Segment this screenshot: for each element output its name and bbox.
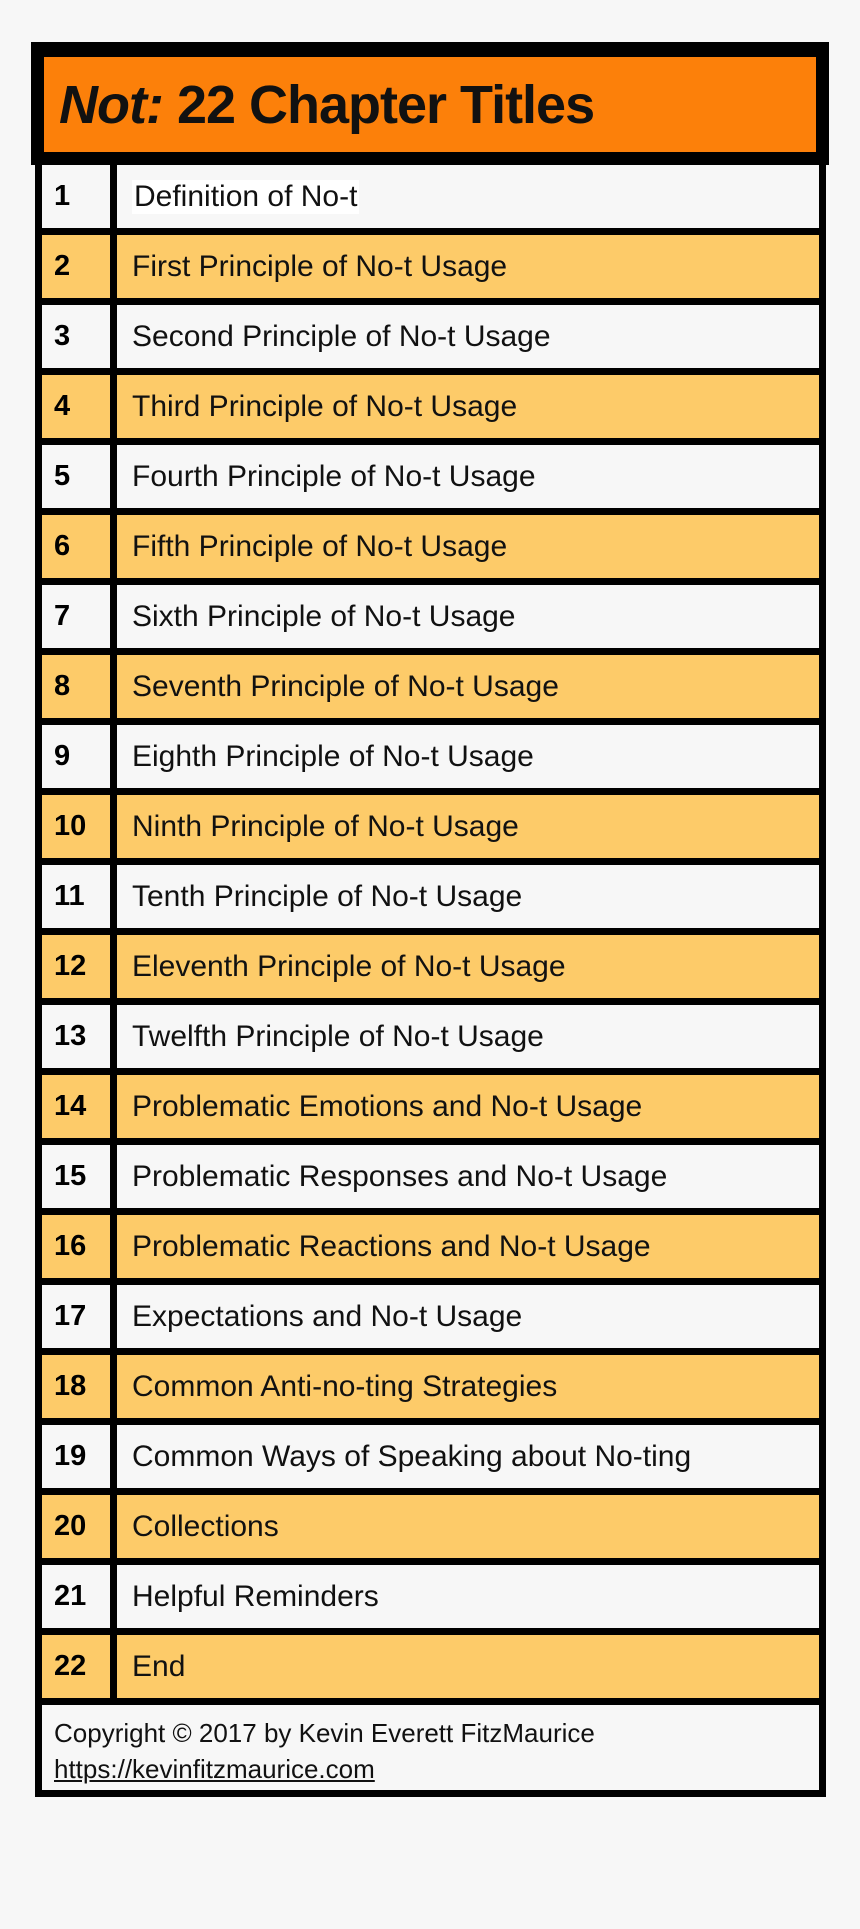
chapter-number: 17 [42, 1285, 110, 1348]
chapter-number: 3 [42, 305, 110, 368]
chapter-title: Collections [132, 1509, 279, 1543]
chapter-title-cell [117, 585, 819, 648]
chapter-number: 20 [42, 1495, 110, 1558]
chapter-number: 21 [42, 1565, 110, 1628]
chapter-title-cell [117, 515, 819, 578]
chapter-number: 6 [42, 515, 110, 578]
chapter-row [42, 1145, 819, 1208]
chapter-title: Common Anti-no-ting Strategies [132, 1369, 558, 1403]
chapter-title: First Principle of No-t Usage [132, 249, 508, 283]
chapter-number: 19 [42, 1425, 110, 1488]
chapter-row [42, 235, 819, 298]
chapter-title: End [132, 1649, 186, 1683]
chapter-title: Eighth Principle of No-t Usage [132, 739, 534, 773]
chapter-row [42, 1215, 819, 1278]
chapter-title: Sixth Principle of No-t Usage [132, 599, 516, 633]
chapter-title-cell [117, 655, 819, 718]
chapter-number: 11 [42, 865, 110, 928]
chapter-number: 1 [42, 165, 110, 228]
chapter-number: 12 [42, 935, 110, 998]
chapter-title: Problematic Reactions and No-t Usage [132, 1229, 651, 1263]
chapter-title-cell [117, 1215, 819, 1278]
chapter-title: Third Principle of No-t Usage [132, 389, 518, 423]
chapter-number: 10 [42, 795, 110, 858]
chapter-title-cell [117, 1145, 819, 1208]
chapter-number: 7 [42, 585, 110, 648]
chapter-row [42, 1635, 819, 1698]
chapter-title: Fifth Principle of No-t Usage [132, 529, 508, 563]
chapter-row [42, 1565, 819, 1628]
chapter-title-cell [117, 1005, 819, 1068]
chapter-number: 16 [42, 1215, 110, 1278]
chapter-row [42, 655, 819, 718]
chapter-title: Problematic Responses and No-t Usage [132, 1159, 668, 1193]
chapter-number: 15 [42, 1145, 110, 1208]
chapter-row [42, 795, 819, 858]
chapter-title: Twelfth Principle of No-t Usage [132, 1019, 544, 1053]
chapter-row [42, 585, 819, 648]
chapter-title-cell [117, 1075, 819, 1138]
chapter-row [42, 1425, 819, 1488]
chapter-row [42, 1075, 819, 1138]
chapter-title: Expectations and No-t Usage [132, 1299, 523, 1333]
chapter-number: 4 [42, 375, 110, 438]
chapter-title-cell [117, 935, 819, 998]
chapter-title-cell [117, 1285, 819, 1348]
chapter-title: Problematic Emotions and No-t Usage [132, 1089, 643, 1123]
chapter-row [42, 865, 819, 928]
chapter-row [42, 445, 819, 508]
title-prefix: Not: [59, 74, 163, 135]
chapter-title-cell [117, 375, 819, 438]
chapter-number: 13 [42, 1005, 110, 1068]
title-banner [31, 42, 829, 165]
chapter-title: Helpful Reminders [132, 1579, 379, 1613]
chapter-row [42, 305, 819, 368]
chapter-title-cell [117, 1355, 819, 1418]
chapter-title-cell [117, 305, 819, 368]
chapter-title-cell [117, 165, 819, 228]
chapter-title: Eleventh Principle of No-t Usage [132, 949, 566, 983]
chapter-number: 5 [42, 445, 110, 508]
title-rest: 22 Chapter Titles [162, 74, 595, 135]
chapter-row [42, 1495, 819, 1558]
chapter-title: Tenth Principle of No-t Usage [132, 879, 523, 913]
chapter-title: Second Principle of No-t Usage [132, 319, 551, 353]
chapter-title-cell [117, 795, 819, 858]
chapter-title: Fourth Principle of No-t Usage [132, 459, 536, 493]
chapter-row [42, 515, 819, 578]
chapter-row [42, 1005, 819, 1068]
chapter-title-cell [117, 235, 819, 298]
chapter-row [42, 165, 819, 228]
chapter-row [42, 375, 819, 438]
page-title [59, 74, 594, 136]
chapter-number: 14 [42, 1075, 110, 1138]
chapter-title-cell [117, 1495, 819, 1558]
title-banner-fill [44, 57, 816, 152]
chapter-title: Common Ways of Speaking about No-ting [132, 1439, 692, 1473]
website-link[interactable]: https://kevinfitzmaurice.com [54, 1754, 375, 1784]
chapter-number: 18 [42, 1355, 110, 1418]
chapter-title-cell [117, 1425, 819, 1488]
chapter-row [42, 1285, 819, 1348]
chapter-number: 2 [42, 235, 110, 298]
chapter-row [42, 725, 819, 788]
chapter-number: 22 [42, 1635, 110, 1698]
chapter-title: Ninth Principle of No-t Usage [132, 809, 519, 843]
chapter-title-cell [117, 445, 819, 508]
chapter-table [35, 165, 826, 1797]
chapter-title-cell [117, 725, 819, 788]
chapter-title-cell [117, 1565, 819, 1628]
chapter-title: Seventh Principle of No-t Usage [132, 669, 559, 703]
copyright-text: Copyright © 2017 by Kevin Everett FitzMaurice [54, 1718, 595, 1748]
chapter-row [42, 1355, 819, 1418]
chapter-number: 8 [42, 655, 110, 718]
chapter-row [42, 935, 819, 998]
chapter-title: Definition of No-t [134, 179, 358, 213]
chapter-number: 9 [42, 725, 110, 788]
chapter-title-cell [117, 1635, 819, 1698]
chapter-title-cell [117, 865, 819, 928]
footer [42, 1705, 819, 1790]
